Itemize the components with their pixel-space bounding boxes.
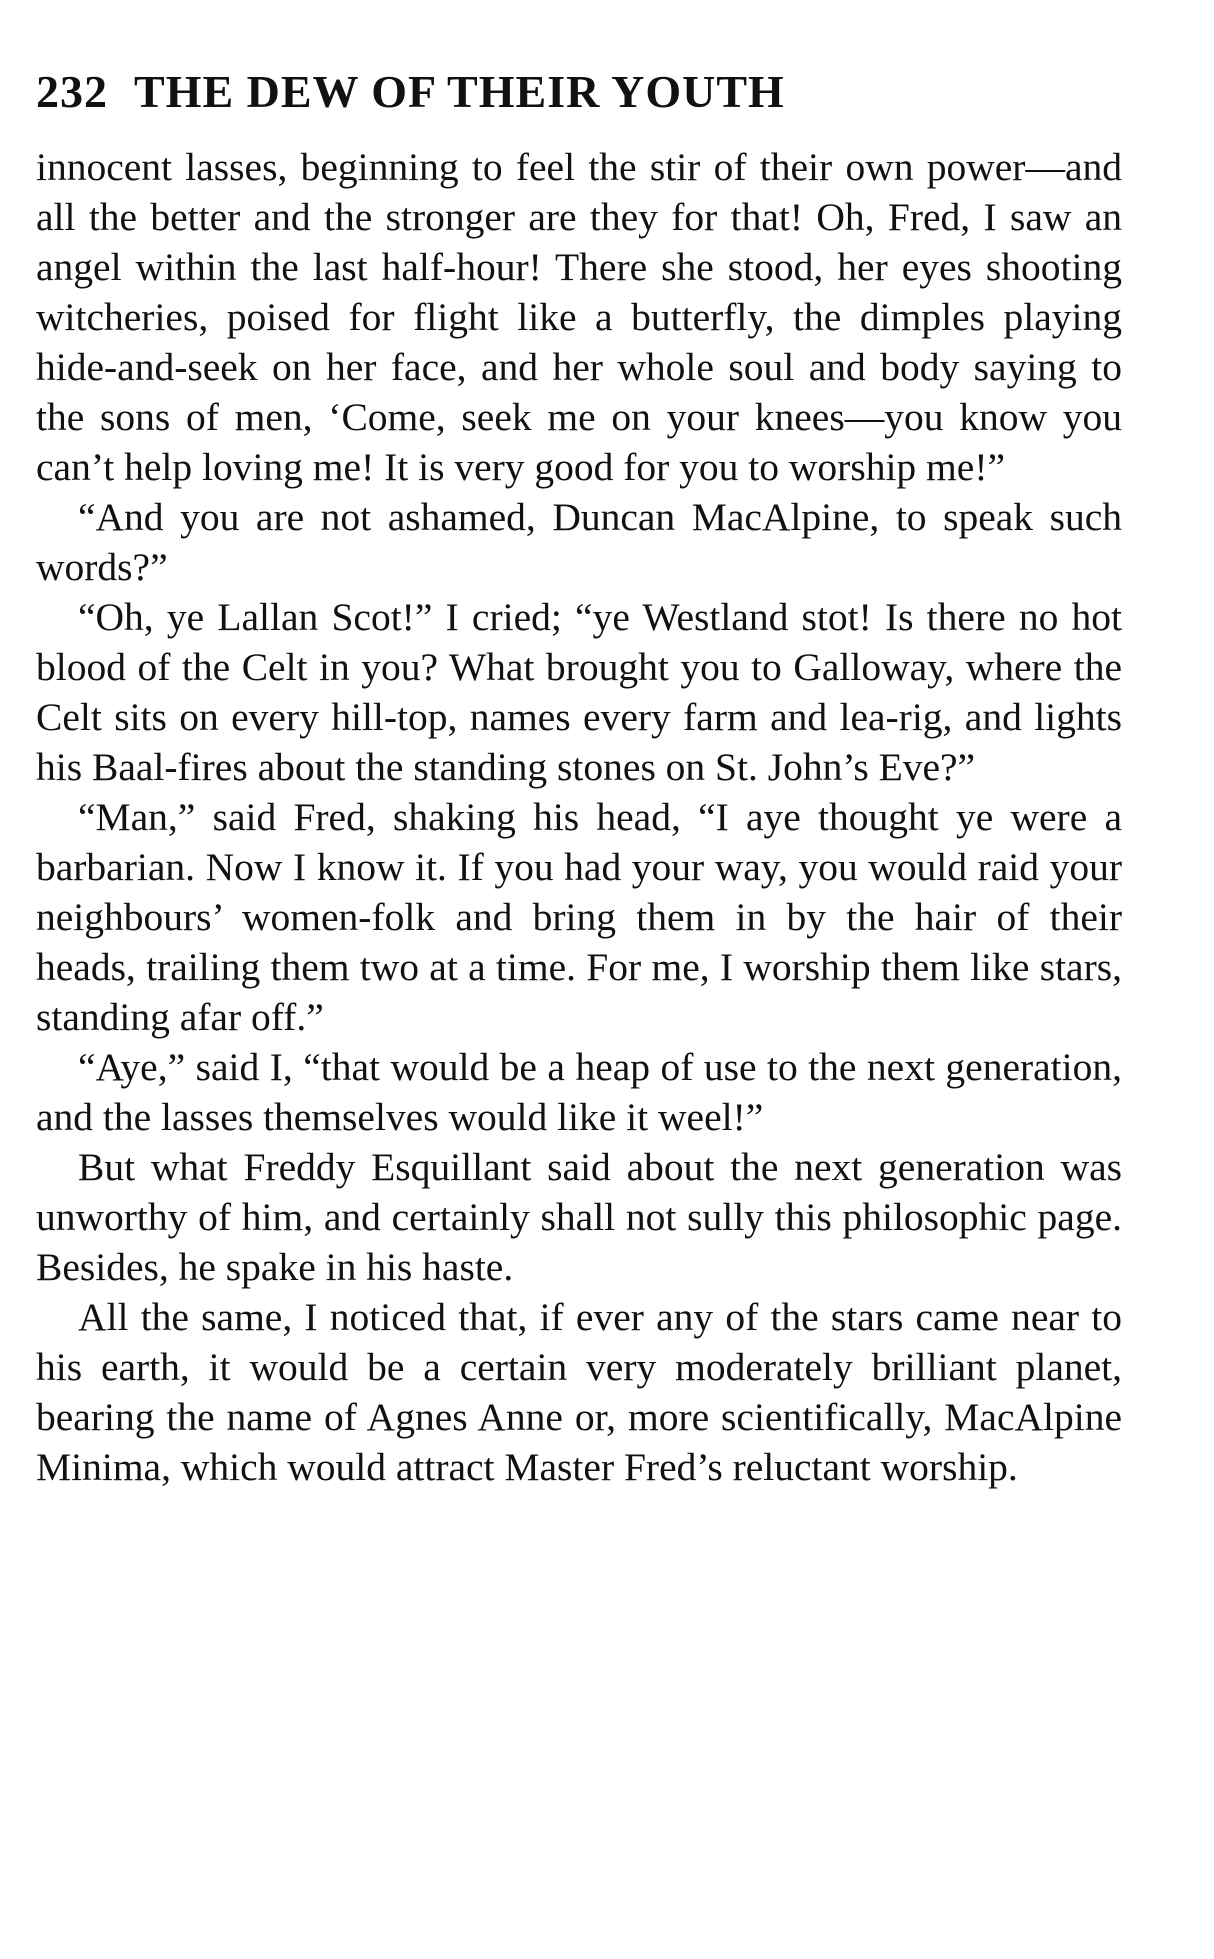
running-header xyxy=(36,62,1122,130)
paragraph-2: “And you are not ashamed, Duncan MacAlpine, to speak such words?” xyxy=(36,495,1122,589)
paragraph-4: “Man,” said Fred, shaking his head, “I aye thought ye were a barbarian. Now I know it. If you had your way, you would raid your neighbours’ women-folk and bring them in by the hair of their heads, trailing them two at a time. For me, I worship them like stars, standing afar off.” xyxy=(36,795,1122,1039)
book-page xyxy=(36,62,1122,1492)
paragraph-7: All the same, I noticed that, if ever any of the stars came near to his earth, it would be a certain very moderately brilliant planet, bearing the name of Agnes Anne or, more scientifically, MacAlpine Minima, which would attract Master Fred’s reluctant worship. xyxy=(36,1295,1122,1489)
paragraph-3: “Oh, ye Lallan Scot!” I cried; “ye Westland stot! Is there no hot blood of the Celt in you? What brought you to Galloway, where the Celt sits on every hill-top, names every farm and lea-rig, and lights his Baal-fires about the standing stones on St. John’s Eve?” xyxy=(36,595,1122,789)
paragraph-5: “Aye,” said I, “that would be a heap of use to the next generation, and the lasses themselves would like it weel!” xyxy=(36,1045,1122,1139)
paragraph-6: But what Freddy Esquillant said about the next generation was unworthy of him, and certainly shall not sully this philosophic page. Besides, he spake in his haste. xyxy=(36,1145,1122,1289)
paragraph-1: innocent lasses, beginning to feel the stir of their own power—and all the better and the stronger are they for that! Oh, Fred, I saw an angel within the last half-hour! There she stood, her eyes shooting witcheries, poised for flight like a butterfly, the dimples playing hide-and-seek on her face, and her whole soul and body saying to the sons of men, ‘Come, seek me on your knees—you know you can’t help loving me! It is very good for you to worship me!” xyxy=(36,145,1122,489)
body-text xyxy=(36,142,1122,1492)
page-number: 232 xyxy=(36,66,108,117)
running-title: THE DEW OF THEIR YOUTH xyxy=(134,66,785,117)
